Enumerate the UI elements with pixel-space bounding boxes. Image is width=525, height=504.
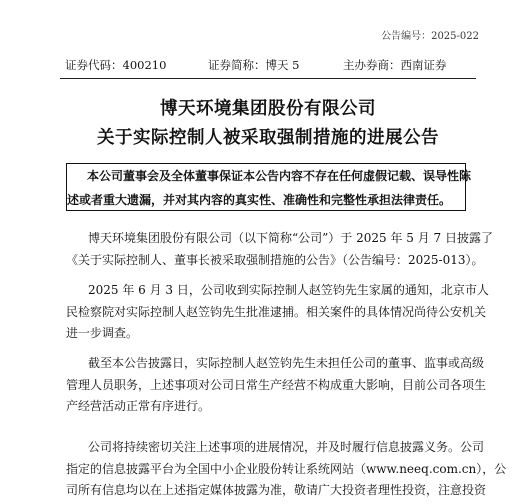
paragraph-line: 博天环境集团股份有限公司（以下简称“公司”）于 2025 年 5 月 7 日披露了 [88, 231, 493, 245]
announcement-title: 关于实际控制人被采取强制措施的进展公告 [97, 128, 439, 148]
header-divider [60, 78, 476, 79]
body-paragraph-3 [66, 353, 487, 418]
company-title: 博天环境集团股份有限公司 [160, 99, 376, 119]
paragraph-line: 民检察院对实际控制人赵笠钧先生批准逮捕。相关案件的具体情况尚待公安机关 [66, 304, 487, 319]
paragraph-line: 截至本公告披露日，实际控制人赵笠钧先生未担任公司的董事、监事或高级 [88, 356, 485, 370]
board-statement-line: 述或者重大遗漏，并对其内容的真实性、准确性和完整性承担法律责任。 [67, 193, 452, 207]
paragraph-line: 进一步调查。 [66, 326, 139, 340]
paragraph-line: 2025 年 6 月 3 日，公司收到实际控制人赵笠钧先生家属的通知，北京市人 [88, 283, 489, 297]
body-paragraph-4 [66, 437, 507, 502]
paragraph-line: 《关于实际控制人、董事长被采取强制措施的公告》（公告编号：2025-013）。 [66, 252, 484, 267]
security-abbreviation: 证券简称：博天 5 [208, 58, 300, 72]
paragraph-line: 产经营活动正常有序进行。 [66, 399, 211, 413]
security-code: 证券代码：400210 [65, 58, 167, 72]
board-statement-box [66, 163, 472, 211]
announcement-number: 公告编号：2025-022 [381, 31, 479, 42]
body-paragraph-2 [66, 280, 489, 345]
board-statement-line: 本公司董事会及全体董事保证本公告内容不存在任何虚假记载、误导性陈 [87, 169, 472, 183]
sponsor-broker: 主办券商：西南证券 [343, 58, 447, 72]
paragraph-line: 指定的信息披露平台为全国中小企业股份转让系统网站（www.neeq.com.cn），公 [66, 461, 507, 476]
paragraph-line: 公司将持续密切关注上述事项的进展情况，并及时履行信息披露义务。公司 [88, 440, 485, 454]
body-paragraph-1 [66, 228, 493, 271]
paragraph-line: 司所有信息均以在上述指定媒体披露为准，敬请广大投资者理性投资，注意投资 [66, 483, 487, 497]
paragraph-line: 管理人员职务，上述事项对公司日常生产经营不构成重大影响，目前公司各项生 [66, 377, 487, 392]
